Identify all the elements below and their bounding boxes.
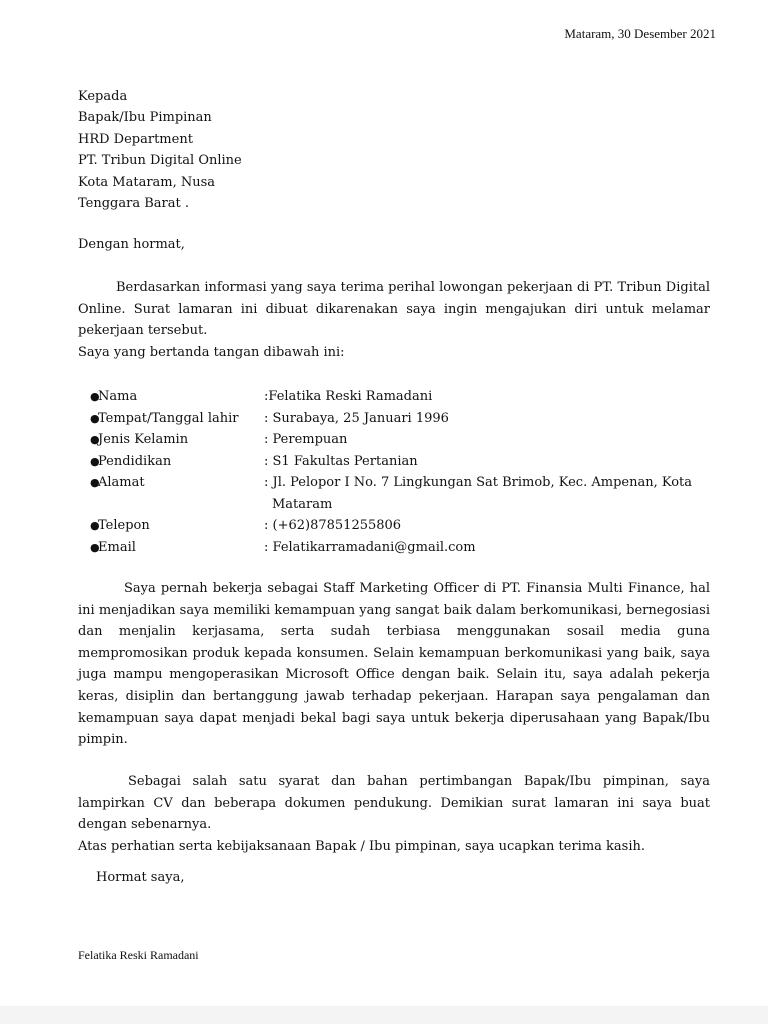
detail-label: Pendidikan — [98, 453, 172, 469]
detail-value: : (+62)87851255806 — [264, 518, 402, 533]
detail-value: : Perempuan — [264, 432, 348, 447]
recipient-line: HRD Department — [78, 131, 193, 147]
detail-item-education — [90, 451, 710, 473]
detail-item-phone — [90, 515, 710, 537]
detail-item-gender — [90, 429, 710, 451]
detail-label: Jenis Kelamin — [98, 432, 189, 447]
detail-item-name — [90, 386, 710, 408]
bullet-icon: ● — [90, 390, 100, 403]
personal-details-list — [90, 386, 710, 558]
bullet-icon: ● — [90, 519, 100, 532]
bullet-icon: ● — [90, 476, 100, 489]
recipient-line: Tenggara Barat . — [78, 196, 189, 212]
thanks-line: Atas perhatian serta kebijaksanaan Bapak / Ibu pimpinan, saya ucapkan terima kasih. — [78, 839, 645, 854]
recipient-block — [78, 86, 242, 214]
closing-salutation: Hormat saya, — [96, 870, 185, 885]
detail-label: Telepon — [98, 518, 150, 533]
signature-name: Felatika Reski Ramadani — [78, 948, 199, 962]
recipient-line: Bapak/Ibu Pimpinan — [78, 110, 212, 126]
detail-value: : Felatikarramadani@gmail.com — [264, 539, 476, 555]
bullet-icon: ● — [90, 540, 100, 554]
paragraph-attachments: Sebagai salah satu syarat dan bahan pertimbangan Bapak/Ibu pimpinan, saya lampirkan CV dan beberapa dokumen pendukung. Demikian surat lamaran ini saya buat dengan sebenarnya. — [78, 774, 710, 833]
paragraph-opening: Berdasarkan informasi yang saya terima perihal lowongan pekerjaan di PT. Tribun Digital Online. Surat lamaran ini dibuat dikarenakan saya ingin mengajukan diri untuk melamar pekerjaan tersebut. — [78, 280, 710, 339]
intro-line: Saya yang bertanda tangan dibawah ini: — [78, 345, 345, 360]
recipient-line: PT. Tribun Digital Online — [78, 153, 242, 169]
paragraph-experience: Saya pernah bekerja sebagai Staff Marketing Officer di PT. Finansia Multi Finance, hal ini menjadikan saya memiliki kemampuan yang sangat baik dalam berkomunikasi, bernegosiasi dan menjalin kerjasama, serta sudah terbiasa menggunakan sosail media guna mempromosikan produk kepada konsumen. Selain kemampuan berkomunikasi yang baik, saya juga mampu mengoperasikan Microsoft Office dengan baik. Selain itu, saya adalah pekerja keras, disiplin dan bertanggung jawab terhadap pekerjaan. Harapan saya pengalaman dan kemampuan saya dapat menjadi bekal bagi saya untuk bekerja diperusahaan yang Bapak/Ibu pimpin. — [78, 581, 710, 748]
recipient-line: Kota Mataram, Nusa — [78, 174, 216, 190]
detail-value: : S1 Fakultas Pertanian — [264, 453, 418, 469]
bullet-icon: ● — [90, 433, 100, 446]
greeting: Dengan hormat, — [78, 237, 185, 252]
detail-value: : Surabaya, 25 Januari 1996 — [264, 410, 449, 426]
detail-label: Tempat/Tanggal lahir — [98, 410, 239, 426]
bullet-icon: ● — [90, 411, 100, 425]
recipient-line: Kepada — [78, 89, 128, 104]
detail-value: : Jl. Pelopor I No. 7 Lingkungan Sat Brimob, Kec. Ampenan, Kota Mataram — [264, 475, 693, 512]
detail-item-birth — [90, 408, 710, 430]
detail-label: Email — [98, 539, 136, 555]
bullet-icon: ● — [90, 454, 100, 468]
detail-value: :Felatika Reski Ramadani — [264, 389, 433, 404]
letter-date: Mataram, 30 Desember 2021 — [564, 26, 716, 41]
detail-label: Alamat — [98, 475, 145, 490]
detail-label: Nama — [98, 389, 138, 404]
detail-item-email — [90, 537, 710, 559]
detail-item-address — [90, 472, 710, 515]
